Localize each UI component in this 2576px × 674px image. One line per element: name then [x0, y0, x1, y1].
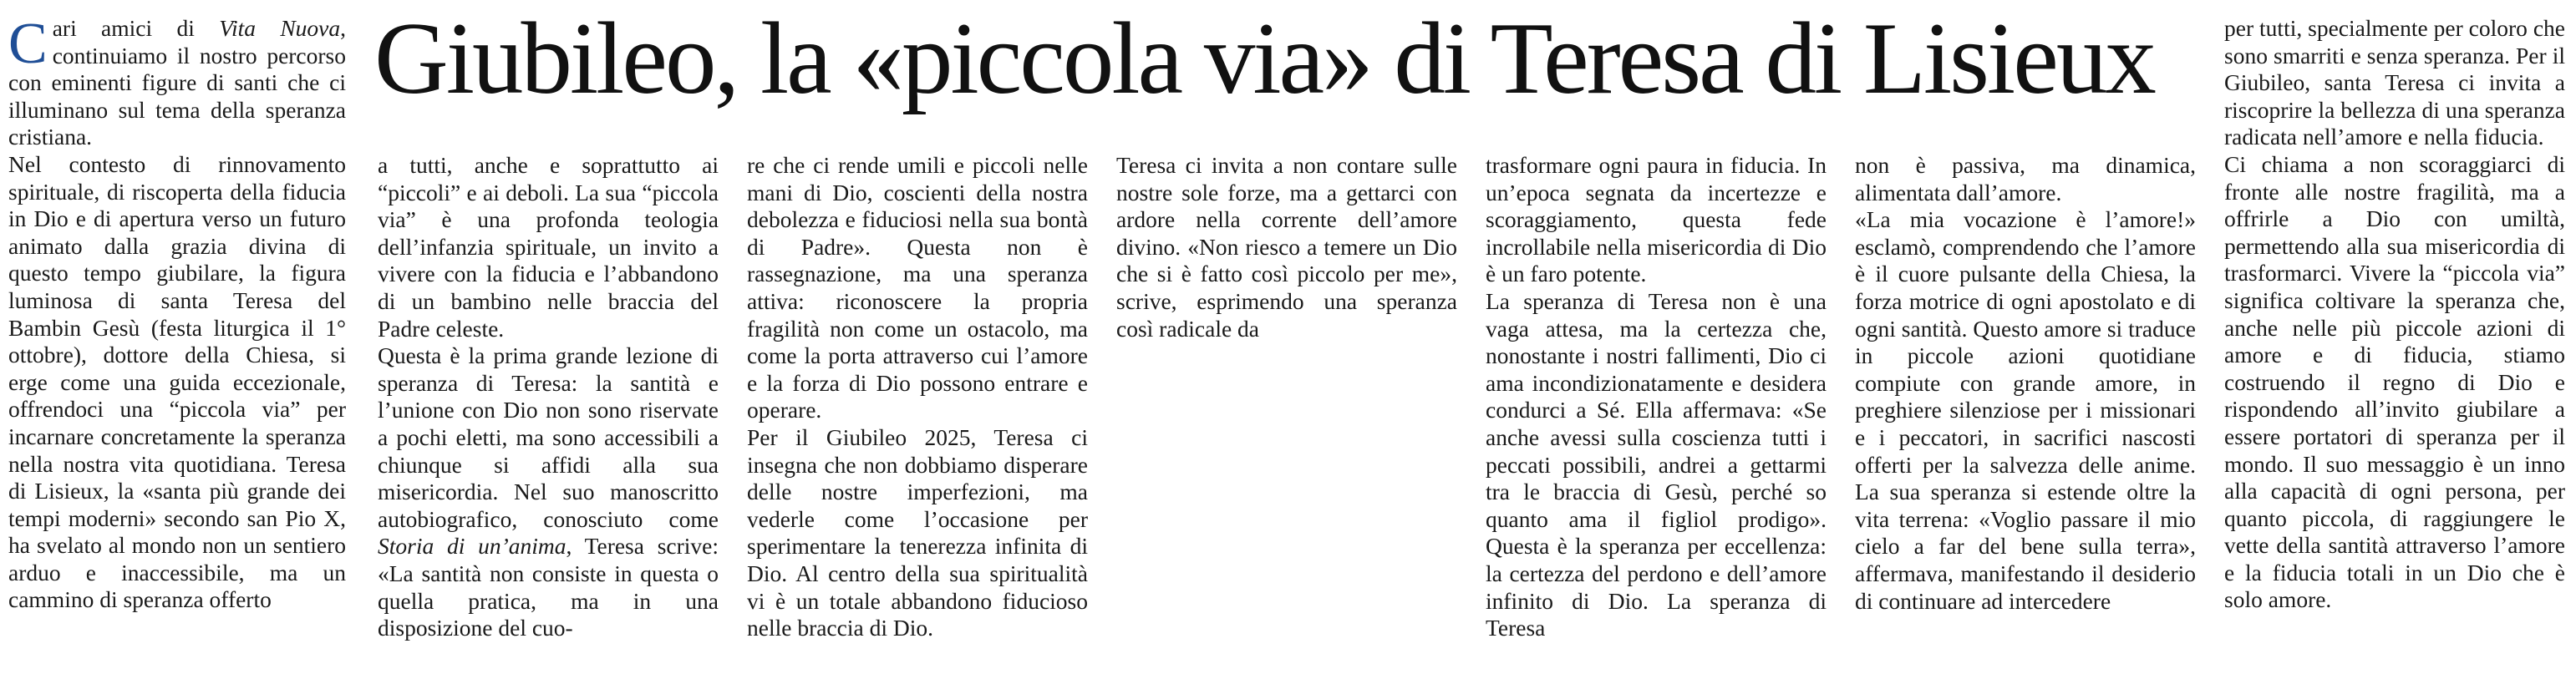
paragraph: Nel contesto di rinnovamento spirituale, di riscoperta della fiducia in Dio e di apertura verso un futuro animato dalla grazia divina di questo tempo giubilare, la figura luminosa di santa Teresa del Bambin Gesù (festa liturgica il 1° ottobre), dottore della Chiesa, si erge come una guida eccezionale, offrendoci una “piccola via” per incarnare concretamente la speranza nella nostra vita quotidiana. Teresa di Lisieux, la «santa più grande dei tempi moderni» secondo san Pio X, ha svelato al mondo non un sentiero arduo e inaccessibile, ma un cammino di speranza offerto	[8, 150, 346, 613]
paragraph: per tutti, specialmente per coloro che sono smarriti e senza speranza. Per il Giubileo, santa Teresa ci invita a riscoprire la bellezza di una speranza radicata nell’amore e nella fiducia.	[2224, 15, 2565, 150]
paragraph: a tutti, anche e soprattutto ai “piccoli” e ai deboli. La sua “piccola via” è una profonda teologia dell’infanzia spirituale, un invito a vivere con la fiducia e l’abbandono di un bambino nelle braccia del Padre celeste.	[378, 152, 719, 342]
paragraph: La speranza di Teresa non è una vaga attesa, ma la certezza che, nonostante i nostri fallimenti, Dio ci ama incondizionatamente e desidera condurci a Sé. Ella affermava: «Se anche avessi sulla coscienza tutti i peccati possibili, andrei a gettarmi tra le braccia di Gesù, perché so quanto ama il figliol prodigo». Questa è la speranza per eccellenza: la certezza del perdono e dell’amore infinito di Dio. La speranza di Teresa	[1486, 287, 1827, 641]
article-column-3	[747, 152, 1088, 670]
intro-text-end: , continuiamo il nostro percorso con eminenti figure di santi che ci illuminano sul tema della speranza cristiana.	[8, 15, 346, 150]
article-column-7	[2224, 15, 2565, 671]
article-headline: Giubileo, la «piccola via» di Teresa di Lisieux	[374, 1, 2154, 115]
intro-paragraph	[8, 15, 346, 151]
paragraph: non è passiva, ma dinamica, alimentata dall’amore.	[1855, 152, 2196, 205]
paragraph: Ci chiama a non scoraggiarci di fronte alle nostre fragilità, ma a offrirle a Dio con umiltà, permettendo alla sua misericordia di trasformarci. Vivere la “piccola via” significa coltivare la speranza che, anche nelle più piccole azioni di amore e di fiducia, stiamo costruendo il regno di Dio e rispondendo all’invito giubilare a essere portatori di speranza per il mondo. Il suo messaggio è un inno alla capacità di ogni persona, per quanto piccola, di raggiungere le vette della santità attraverso l’amore e la fiducia totali in un Dio che è solo amore.	[2224, 150, 2565, 613]
paragraph: Teresa ci invita a non contare sulle nostre sole forze, ma a gettarci con ardore nella corrente dell’amore divino. «Non riesco a temere un Dio che si è fatto così piccolo per me», scrive, esprimendo una speranza così radicale da	[1116, 152, 1457, 342]
paragraph: trasformare ogni paura in fiducia. In un’epoca segnata da incertezze e scoraggiamento, questa fede incrollabile nella misericordia di Dio è un faro potente.	[1486, 152, 1827, 287]
drop-cap: C	[8, 15, 48, 76]
book-title: Storia di un’anima	[378, 533, 567, 560]
paragraph: re che ci rende umili e piccoli nelle mani di Dio, coscienti della nostra debolezza e fiduciosi nella sua bontà di Padre». Questa non è rassegnazione, ma una speranza attiva: riconoscere la propria fragilità non come un ostacolo, ma come la porta attraverso cui l’amore e la forza di Dio possono entrare e operare.	[747, 152, 1088, 423]
article-column-4	[1116, 152, 1457, 670]
paragraph	[378, 342, 719, 642]
magazine-title: Vita Nuova	[219, 15, 341, 41]
paragraph-text-end: , Teresa scrive: «La santità non consiste in questa o quella pratica, ma in una disposizione del cuo-	[378, 533, 719, 641]
article-column-1	[8, 15, 346, 671]
paragraph-text-start: Questa è la prima grande lezione di speranza di Teresa: la santità e l’unione con Dio non sono riservate a pochi eletti, ma sono accessibili a chiunque si affidi alla sua misericordia. Nel suo manoscritto autobiografico, conosciuto come	[378, 342, 719, 532]
article-column-5	[1486, 152, 1827, 670]
article-column-6	[1855, 152, 2196, 670]
article-column-2	[378, 152, 719, 670]
paragraph: «La mia vocazione è l’amore!» esclamò, comprendendo che l’amore è il cuore pulsante della Chiesa, la forza motrice di ogni apostolato e di ogni santità. Questo amore si traduce in piccole azioni quotidiane compiute con grande amore, in preghiere silenziose per i missionari e i peccatori, in sacrifici nascosti offerti per la salvezza delle anime. La sua speranza si estende oltre la vita terrena: «Voglio passare il mio cielo a far del bene sulla terra», affermava, manifestando il desiderio di continuare ad intercedere	[1855, 206, 2196, 614]
paragraph: Per il Giubileo 2025, Teresa ci insegna che non dobbiamo disperare delle nostre imperfezioni, ma vederle come l’occasione per sperimentare la tenerezza infinita di Dio. Al centro della sua spiritualità vi è un totale abbandono fiducioso nelle braccia di Dio.	[747, 423, 1088, 641]
intro-text-start: ari amici di	[52, 15, 220, 41]
